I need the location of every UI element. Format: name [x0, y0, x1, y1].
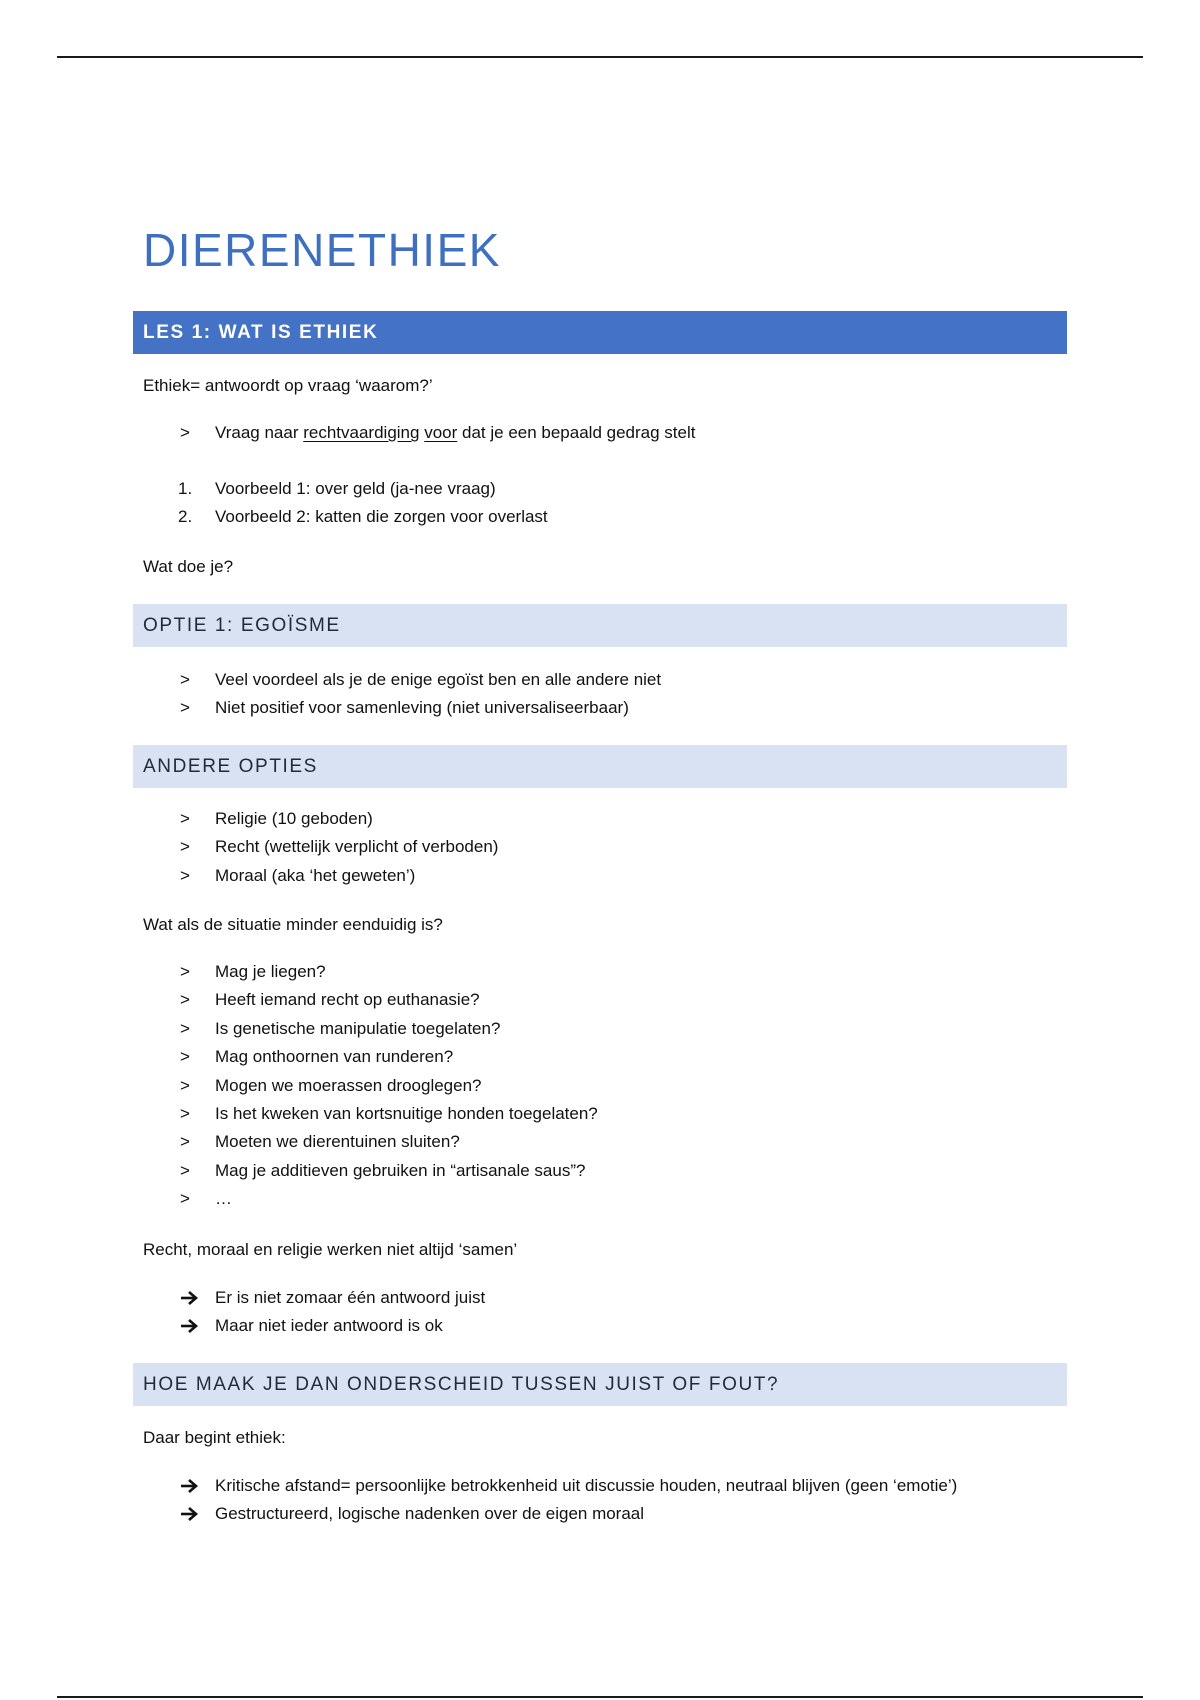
list-item [0, 986, 1200, 1014]
list-item [0, 475, 1200, 503]
egoisme-list [0, 666, 1200, 723]
list-item [0, 1284, 1200, 1312]
bullet-marker: > [180, 809, 190, 828]
list-item-text: Heeft iemand recht op euthanasie? [215, 990, 480, 1010]
list-item-text: Niet positief voor samenleving (niet universaliseerbaar) [215, 698, 629, 718]
bullet-marker: > [180, 962, 190, 981]
list-item-text: Mag onthoornen van runderen? [215, 1047, 454, 1067]
question-paragraph: Wat als de situatie minder eenduidig is? [143, 915, 443, 934]
list-item-text: Mag je additieven gebruiken in “artisanale saus”? [215, 1160, 586, 1180]
list-item-text: Moraal (aka ‘het geweten’) [215, 865, 416, 885]
list-item [0, 1043, 1200, 1071]
bullet-marker: > [180, 837, 190, 857]
heading-les-1: LES 1: WAT IS ETHIEK [133, 311, 1067, 354]
list-item [0, 666, 1200, 694]
bullet-marker: > [180, 1075, 190, 1095]
list-item-text: Vraag naar rechtvaardiging voor dat je een bepaald gedrag stelt [215, 423, 696, 442]
bullet-marker: > [180, 1047, 190, 1067]
list-number: 2. [178, 507, 193, 527]
list-item-text: … [215, 1189, 232, 1209]
list-item [0, 1185, 1200, 1213]
definition-paragraph: Ethiek= antwoordt op vraag ‘waarom?’ [143, 376, 433, 395]
bullet-marker: > [180, 1189, 190, 1209]
arrow-right-icon [180, 1506, 200, 1522]
ethical-questions-list [0, 958, 1200, 1214]
list-item [0, 694, 1200, 722]
list-item-text: Is het kweken van kortsnuitige honden toegelaten? [215, 1103, 598, 1123]
list-item [0, 805, 1200, 833]
list-item [0, 1157, 1200, 1185]
list-item-text: Mogen we moerassen drooglegen? [215, 1075, 482, 1095]
list-item [0, 1015, 1200, 1043]
list-item-text: Voorbeeld 2: katten die zorgen voor overlast [215, 507, 548, 527]
list-item-text: Moeten we dierentuinen sluiten? [215, 1132, 460, 1152]
list-number: 1. [178, 479, 193, 498]
list-item [0, 1128, 1200, 1156]
list-item [0, 862, 1200, 890]
statement-paragraph: Recht, moraal en religie werken niet altijd ‘samen’ [143, 1240, 518, 1259]
list-item-text: Mag je liegen? [215, 962, 326, 981]
bullet-marker: > [180, 1132, 190, 1152]
heading-onderscheid: HOE MAAK JE DAN ONDERSCHEID TUSSEN JUIST OF FOUT? [133, 1363, 1067, 1406]
underlined-word: voor [424, 423, 458, 442]
list-item [0, 419, 1200, 447]
underlined-word: rechtvaardiging [303, 423, 420, 442]
list-item [0, 958, 1200, 986]
list-item-text: Veel voordeel als je de enige egoïst ben en alle andere niet [215, 670, 662, 689]
bullet-marker: > [180, 423, 190, 442]
heading-andere-opties: ANDERE OPTIES [133, 745, 1067, 788]
bullet-marker: > [180, 1103, 190, 1123]
list-item [0, 1100, 1200, 1128]
list-item [0, 1500, 1200, 1528]
list-item-text: Recht (wettelijk verplicht of verboden) [215, 837, 499, 857]
bullet-marker: > [180, 670, 190, 689]
page-footer-rule [57, 1696, 1143, 1698]
bullet-marker: > [180, 698, 190, 718]
arrow-right-icon [180, 1318, 200, 1334]
list-item-text: Kritische afstand= persoonlijke betrokkenheid uit discussie houden, neutraal blijven (geen ‘emotie’) [215, 1476, 958, 1495]
ethiek-arrow-list [0, 1472, 1200, 1529]
bullet-marker: > [180, 1160, 190, 1180]
bullet-marker: > [180, 990, 190, 1010]
list-item-text: Is genetische manipulatie toegelaten? [215, 1018, 501, 1038]
list-item-text: Voorbeeld 1: over geld (ja-nee vraag) [215, 479, 496, 498]
list-item [0, 1472, 1200, 1500]
list-item [0, 833, 1200, 861]
example-list [0, 475, 1200, 532]
list-item-text: Religie (10 geboden) [215, 809, 373, 828]
arrow-right-icon [180, 1478, 200, 1494]
list-item [0, 1312, 1200, 1340]
page-header-rule [57, 56, 1143, 58]
conclusion-arrow-list [0, 1284, 1200, 1341]
document-title: DIERENETHIEK [143, 224, 501, 276]
intro-paragraph: Daar begint ethiek: [143, 1428, 286, 1447]
bullet-marker: > [180, 865, 190, 885]
list-item-text: Er is niet zomaar één antwoord juist [215, 1288, 486, 1307]
question-paragraph: Wat doe je? [143, 557, 234, 576]
list-item [0, 503, 1200, 531]
opties-list [0, 805, 1200, 890]
arrow-right-icon [180, 1290, 200, 1306]
bullet-marker: > [180, 1018, 190, 1038]
list-item [0, 1072, 1200, 1100]
rechtvaardiging-list [0, 419, 1200, 447]
list-item-text: Gestructureerd, logische nadenken over de eigen moraal [215, 1504, 645, 1524]
heading-optie-1: OPTIE 1: EGOÏSME [133, 604, 1067, 647]
list-item-text: Maar niet ieder antwoord is ok [215, 1316, 443, 1336]
